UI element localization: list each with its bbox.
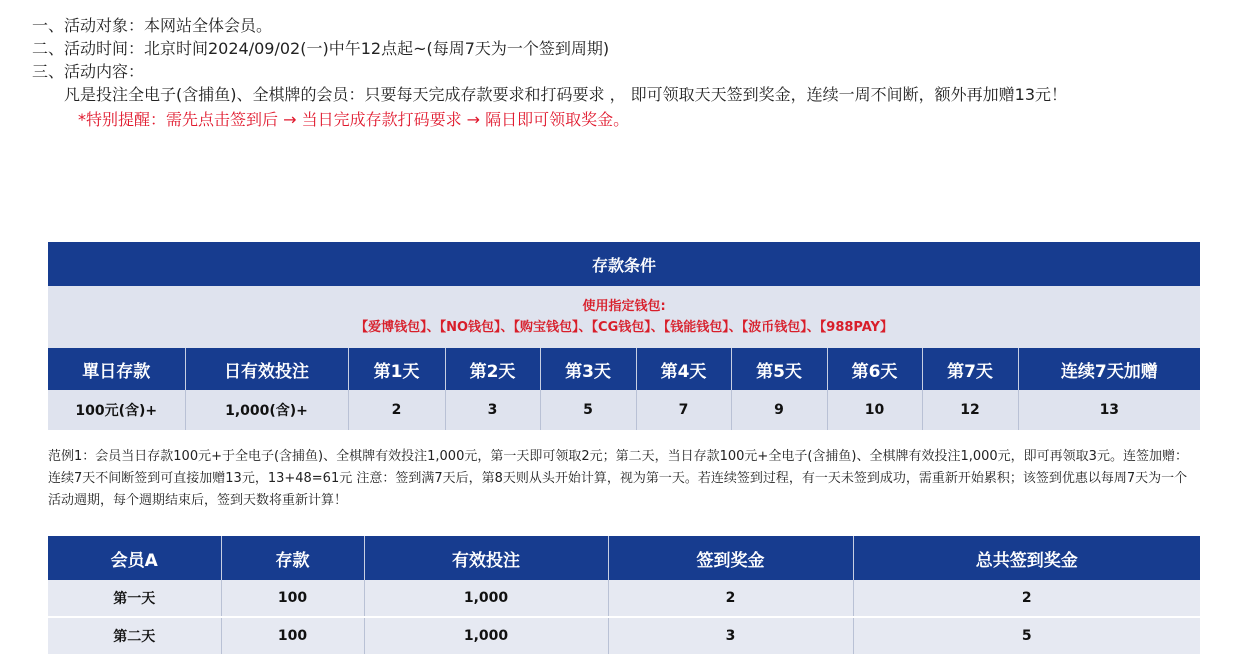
deposit-table-title: 存款条件 [48, 242, 1200, 286]
deposit-table-header [48, 348, 1200, 390]
row-total-bonus: 5 [853, 617, 1200, 655]
row-checkin-bonus: 3 [608, 617, 853, 655]
special-reminder: *特别提醒：需先点击签到后 → 当日完成存款打码要求 → 隔日即可领取奖金。 [78, 110, 630, 129]
header-day-6: 第6天 [827, 348, 922, 390]
activity-target: 一、活动对象：本网站全体会员。 [32, 16, 273, 35]
example-text: 范例1：会员当日存款100元+于全电子(含捕鱼)、全棋牌有效投注1,000元，第一天即可领取2元；第二天，当日存款100元+全电子(含捕鱼)、全棋牌有效投注1,000元，即可再领取3元。连签加赠：连续7天不间断签到可直接加赠13元，13+48=61元 注意：签到满7天后，第8天则从头开始计算，视为第一天。若连续签到过程，有一天未签到成功，需重新开始累积；该签到优惠以每周7天为一个活动週期，每个週期结束后，签到天数将重新计算！ [48, 449, 1188, 508]
table-row [48, 617, 1200, 655]
header-member: 会员A [48, 536, 221, 580]
day-3-value: 5 [540, 390, 636, 430]
day-7-value: 12 [922, 390, 1018, 430]
wallet-requirement [48, 286, 1200, 348]
7day-bonus-value: 13 [1018, 390, 1200, 430]
row-valid-bet: 1,000 [364, 617, 608, 655]
header-deposit: 存款 [221, 536, 364, 580]
table-row [48, 580, 1200, 617]
deposit-conditions-table [48, 242, 1200, 430]
header-total-bonus: 总共签到奖金 [853, 536, 1200, 580]
header-day-3: 第3天 [540, 348, 636, 390]
daily-valid-bet-value: 1,000(含)+ [185, 390, 348, 430]
row-day: 第二天 [48, 617, 221, 655]
row-total-bonus: 2 [853, 580, 1200, 617]
header-checkin-bonus: 签到奖金 [608, 536, 853, 580]
member-table-header [48, 536, 1200, 580]
wallet-list: 【爱博钱包】、【NO钱包】、【购宝钱包】、【CG钱包】、【钱能钱包】、【波币钱包】、【988PAY】 [355, 320, 893, 335]
header-day-2: 第2天 [445, 348, 540, 390]
day-4-value: 7 [636, 390, 731, 430]
activity-content-body: 凡是投注全电子(含捕鱼)、全棋牌的会员：只要每天完成存款要求和打码要求 ， 即可领取天天签到奖金，连续一周不间断，额外再加赠13元！ [64, 85, 1068, 104]
day-6-value: 10 [827, 390, 922, 430]
row-valid-bet: 1,000 [364, 580, 608, 617]
header-day-5: 第5天 [731, 348, 827, 390]
header-7day-bonus: 连续7天加赠 [1018, 348, 1200, 390]
activity-time: 二、活动时间：北京时间2024/09/02(一)中午12点起~(每周7天为一个签到周期) [32, 39, 610, 58]
member-example-table [48, 536, 1200, 656]
day-2-value: 3 [445, 390, 540, 430]
day-5-value: 9 [731, 390, 827, 430]
daily-deposit-value: 100元(含)+ [48, 390, 185, 430]
header-day-4: 第4天 [636, 348, 731, 390]
header-day-7: 第7天 [922, 348, 1018, 390]
row-day: 第一天 [48, 580, 221, 617]
header-daily-valid-bet: 日有效投注 [185, 348, 348, 390]
deposit-table-row [48, 390, 1200, 430]
activity-content-heading: 三、活动内容： [32, 62, 145, 81]
row-checkin-bonus: 2 [608, 580, 853, 617]
wallet-label: 使用指定钱包: [582, 299, 666, 314]
day-1-value: 2 [348, 390, 445, 430]
header-daily-deposit: 單日存款 [48, 348, 185, 390]
activity-intro [32, 14, 1242, 131]
header-valid-bet: 有效投注 [364, 536, 608, 580]
header-day-1: 第1天 [348, 348, 445, 390]
row-deposit: 100 [221, 580, 364, 617]
row-deposit: 100 [221, 617, 364, 655]
